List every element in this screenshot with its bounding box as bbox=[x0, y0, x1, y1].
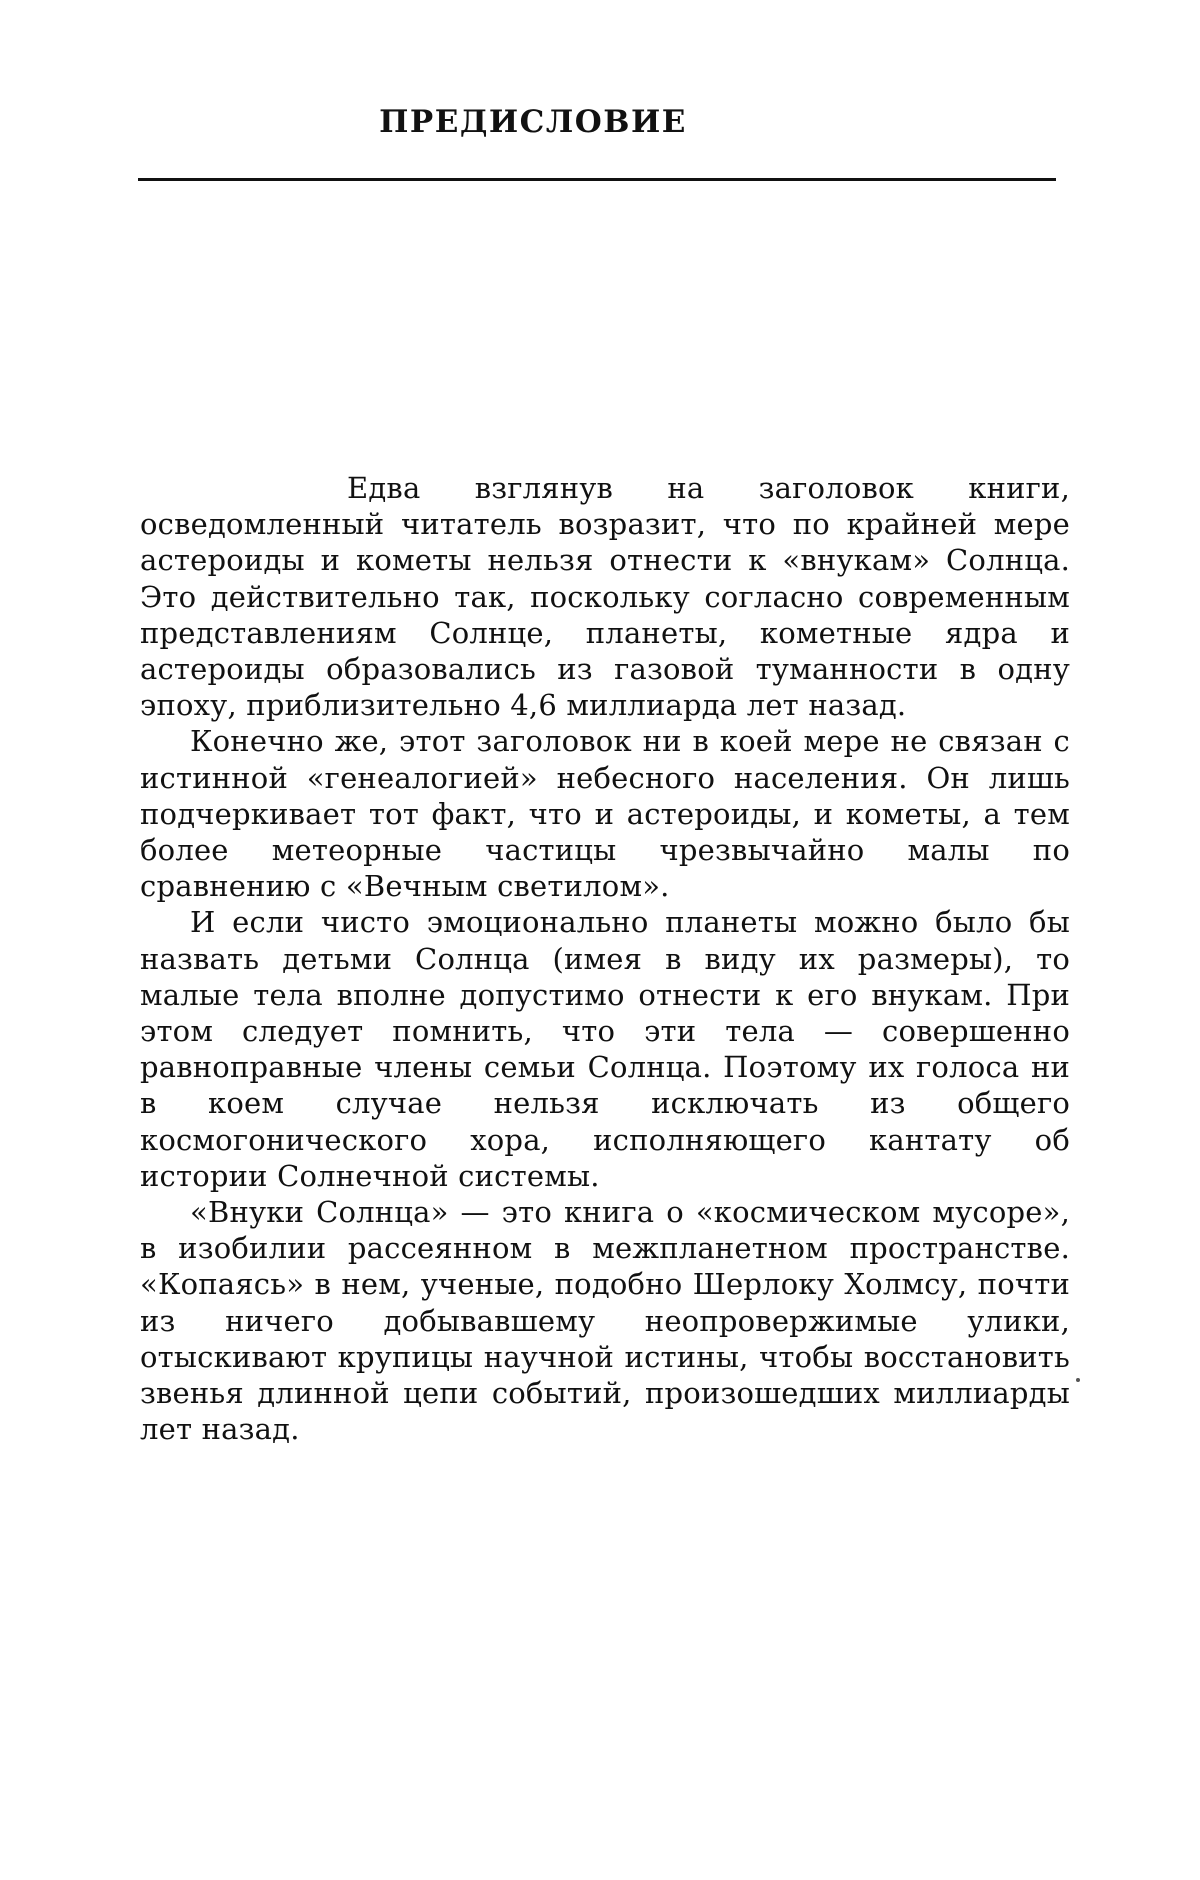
body-text bbox=[140, 470, 1070, 1447]
chapter-title: ПРЕДИСЛОВИЕ bbox=[379, 104, 687, 140]
paragraph-4: «Внуки Солнца» — это книга о «космическом мусоре», в изобилии рассеянном в межпланетном пространстве. «Копаясь» в нем, ученые, подобно Шерлоку Холмсу, почти из ничего добывавшему неопровержимые улики, отыскивают крупицы научной истины, чтобы восстановить звенья длинной цепи событий, произошедших миллиарды лет назад. bbox=[140, 1195, 1070, 1447]
title-divider bbox=[138, 178, 1056, 181]
paragraph-1: Едва взглянув на заголовок книги, осведомленный читатель возразит, что по крайней мере астероиды и кометы нельзя отнести к «внукам» Солнца. Это действительно так, поскольку согласно современным представлениям Солнце, планеты, кометные ядра и астероиды образовались из газовой туманности в одну эпоху, приблизительно 4,6 миллиарда лет назад. bbox=[140, 471, 1070, 723]
scan-speck bbox=[1076, 1378, 1080, 1382]
paragraph-3: И если чисто эмоционально планеты можно было бы назвать детьми Солнца (имея в виду их размеры), то малые тела вполне допустимо отнести к его внукам. При этом следует помнить, что эти тела — совершенно равноправные члены семьи Солнца. Поэтому их голоса ни в коем случае нельзя исключать из общего космогонического хора, исполняющего кантату об истории Солнечной системы. bbox=[140, 905, 1070, 1193]
paragraph-2: Конечно же, этот заголовок ни в коей мере не связан с истинной «генеалогией» небесного населения. Он лишь подчеркивает тот факт, что и астероиды, и кометы, а тем более метеорные частицы чрезвычайно малы по сравнению с «Вечным светилом». bbox=[140, 724, 1070, 904]
